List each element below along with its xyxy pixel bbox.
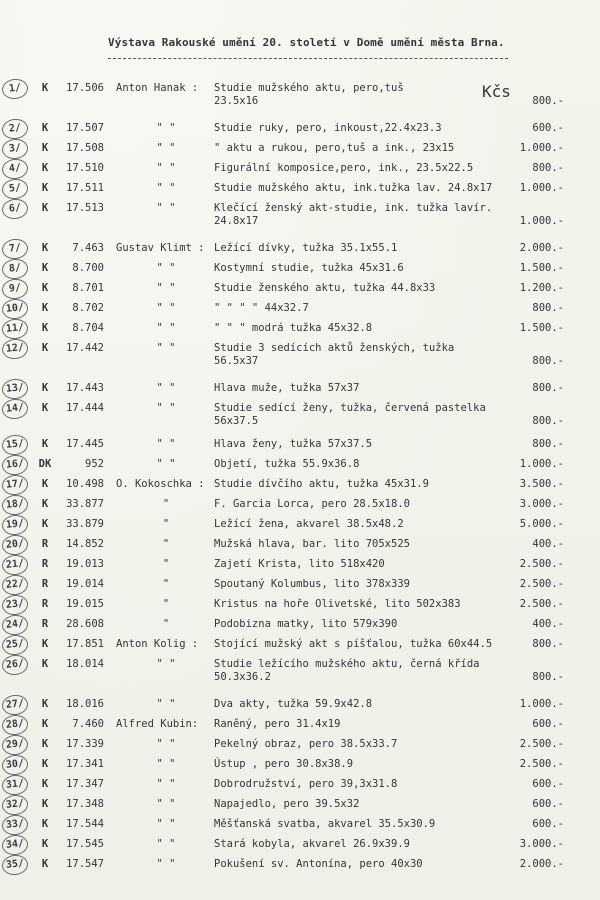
artwork-description: Kostymní studie, tužka 45x31.6 [214,262,404,274]
item-number: 11/ [1,318,29,341]
item-number: 20/ [1,534,29,557]
item-number: 26/ [1,654,29,677]
artwork-price: 800.- [532,95,564,107]
inventory-number: 17.445 [66,438,104,450]
inventory-number: 19.013 [66,558,104,570]
artist-ditto: " " [156,282,176,294]
catalog-category: K [41,402,49,414]
artist-ditto: " " [156,382,176,394]
artist-ditto: " " [156,182,176,194]
artwork-description: " aktu a rukou, pero,tuš a ink., 23x15 [214,142,455,154]
artwork-price: 5.000.- [519,518,564,530]
inventory-number: 17.507 [66,122,104,134]
item-number: 21/ [1,554,29,577]
catalog-category: K [41,162,49,174]
artwork-description: Objetí, tužka 55.9x36.8 [214,458,360,470]
artist-ditto: " " [156,458,176,470]
artwork-price: 800.- [532,415,564,427]
catalog-category: K [41,282,49,294]
artwork-description: Zajetí Krista, lito 518x420 [214,558,385,570]
item-number: 2/ [1,118,29,141]
item-number: 27/ [1,694,29,717]
artist-ditto: " " [156,778,176,790]
artwork-description: Studie ležícího mužského aktu, černá křída [214,658,480,670]
artwork-price: 600.- [532,818,564,830]
artwork-price: 2.500.- [519,598,564,610]
artwork-description: F. Garcia Lorca, pero 28.5x18.0 [214,498,410,510]
artist-ditto: " " [156,698,176,710]
catalog-category: K [41,798,49,810]
artwork-description: Dobrodružství, pero 39,3x31.8 [214,778,398,790]
catalog-category: K [41,638,49,650]
item-number: 24/ [1,614,29,637]
artwork-description: Hlava ženy, tužka 57x37.5 [214,438,373,450]
inventory-number: 17.547 [66,858,104,870]
item-number: 7/ [1,238,29,261]
artwork-description: Studie ženského aktu, tužka 44.8x33 [214,282,436,294]
inventory-number: 19.015 [66,598,104,610]
catalog-category: R [41,558,49,570]
artist-ditto: " " [156,798,176,810]
catalog-category: K [41,242,49,254]
inventory-number: 17.544 [66,818,104,830]
artwork-description: Ústup , pero 30.8x38.9 [214,758,354,770]
inventory-number: 8.702 [72,302,104,314]
artwork-price: 400.- [532,538,564,550]
artist-ditto: " [162,598,170,610]
artwork-price: 1.000.- [519,215,564,227]
catalog-category: R [41,618,49,630]
inventory-number: 17.506 [66,82,104,94]
inventory-number: 17.443 [66,382,104,394]
item-number: 9/ [1,278,29,301]
document-title: Výstava Rakouské umění 20. století v Domě umění města Brna. [108,36,505,49]
catalog-category: K [41,322,49,334]
artwork-description: Dva akty, tužka 59.9x42.8 [214,698,373,710]
currency-label: Kčs [482,82,511,101]
inventory-number: 17.339 [66,738,104,750]
inventory-number: 17.444 [66,402,104,414]
item-number: 13/ [1,378,29,401]
inventory-number: 17.511 [66,182,104,194]
artwork-price: 3.000.- [519,838,564,850]
artwork-price: 2.500.- [519,578,564,590]
catalog-category: K [41,498,49,510]
artist-ditto: " " [156,438,176,450]
inventory-number: 17.851 [66,638,104,650]
item-number: 12/ [1,338,29,361]
artwork-price: 1.000.- [519,142,564,154]
artist-ditto: " " [156,322,176,334]
artwork-description: Studie mužského aktu, pero,tuš [214,82,404,94]
catalog-category: K [41,122,49,134]
catalog-category: R [41,578,49,590]
artwork-description: Klečící ženský akt-studie, ink. tužka lavír. [214,202,493,214]
item-number: 23/ [1,594,29,617]
item-number: 18/ [1,494,29,517]
catalog-category: K [41,738,49,750]
catalog-category: K [41,302,49,314]
artist-ditto: " [162,518,170,530]
artwork-description: Podobizna matky, lito 579x390 [214,618,398,630]
catalog-category: K [41,858,49,870]
artist-ditto: " " [156,738,176,750]
artwork-price: 600.- [532,122,564,134]
catalog-category: K [41,518,49,530]
artist-name: Anton Kolig : [116,638,199,650]
artist-ditto: " " [156,342,176,354]
artwork-description: Raněný, pero 31.4x19 [214,718,341,730]
artwork-price: 600.- [532,718,564,730]
item-number: 5/ [1,178,29,201]
artwork-description: Stará kobyla, akvarel 26.9x39.9 [214,838,410,850]
artwork-description: Pekelný obraz, pero 38.5x33.7 [214,738,398,750]
artwork-price: 800.- [532,638,564,650]
catalog-category: R [41,538,49,550]
artist-ditto: " " [156,122,176,134]
inventory-number: 18.016 [66,698,104,710]
item-number: 8/ [1,258,29,281]
artist-ditto: " [162,538,170,550]
artwork-description: Kristus na hoře Olivetské, lito 502x383 [214,598,461,610]
artist-ditto: " " [156,758,176,770]
item-number: 25/ [1,634,29,657]
artist-name: Gustav Klimt : [116,242,205,254]
artwork-dimensions: 56.5x37 [214,355,259,367]
artwork-description: Pokušení sv. Antonína, pero 40x30 [214,858,423,870]
item-number: 29/ [1,734,29,757]
item-number: 31/ [1,774,29,797]
artwork-description: Figurální komposice,pero, ink., 23.5x22.5 [214,162,474,174]
catalog-category: K [41,478,49,490]
inventory-number: 7.460 [72,718,104,730]
artwork-description: Stojící mužský akt s píšťalou, tužka 60x44.5 [214,638,493,650]
inventory-number: 17.510 [66,162,104,174]
artwork-price: 800.- [532,671,564,683]
inventory-number: 8.700 [72,262,104,274]
inventory-number: 17.347 [66,778,104,790]
artwork-dimensions: 56x37.5 [214,415,259,427]
artwork-description: Spoutaný Kolumbus, lito 378x339 [214,578,410,590]
catalog-category: DK [38,458,52,470]
artwork-price: 2.000.- [519,858,564,870]
artwork-price: 1.000.- [519,698,564,710]
catalog-category: K [41,818,49,830]
item-number: 33/ [1,814,29,837]
item-number: 14/ [1,398,29,421]
artist-name: Alfred Kubin: [116,718,199,730]
artist-ditto: " " [156,838,176,850]
item-number: 16/ [1,454,29,477]
catalog-category: K [41,778,49,790]
artwork-price: 2.500.- [519,758,564,770]
inventory-number: 17.442 [66,342,104,354]
artwork-price: 3.500.- [519,478,564,490]
inventory-number: 17.508 [66,142,104,154]
artwork-price: 2.000.- [519,242,564,254]
artist-ditto: " " [156,162,176,174]
artist-ditto: " [162,578,170,590]
catalog-category: K [41,202,49,214]
artwork-description: Ležící žena, akvarel 38.5x48.2 [214,518,404,530]
artwork-price: 1.200.- [519,282,564,294]
catalog-category: K [41,262,49,274]
catalog-category: K [41,142,49,154]
artist-ditto: " [162,618,170,630]
artist-ditto: " " [156,658,176,670]
artwork-price: 1.000.- [519,458,564,470]
item-number: 35/ [1,854,29,877]
artwork-price: 800.- [532,302,564,314]
inventory-number: 7.463 [72,242,104,254]
inventory-number: 33.879 [66,518,104,530]
artwork-price: 800.- [532,355,564,367]
artist-ditto: " " [156,142,176,154]
item-number: 4/ [1,158,29,181]
artwork-price: 1.500.- [519,262,564,274]
item-number: 30/ [1,754,29,777]
artwork-price: 600.- [532,798,564,810]
item-number: 1/ [1,78,29,101]
catalog-category: K [41,838,49,850]
artist-name: O. Kokoschka : [116,478,205,490]
item-number: 17/ [1,474,29,497]
artwork-price: 2.500.- [519,558,564,570]
artwork-price: 800.- [532,382,564,394]
catalog-category: K [41,758,49,770]
artwork-price: 2.500.- [519,738,564,750]
artwork-description: Napajedlo, pero 39.5x32 [214,798,360,810]
title-underline [108,58,508,59]
inventory-number: 8.701 [72,282,104,294]
artwork-price: 1.000.- [519,182,564,194]
inventory-number: 19.014 [66,578,104,590]
catalog-category: K [41,438,49,450]
artwork-price: 1.500.- [519,322,564,334]
catalog-category: K [41,718,49,730]
artwork-description: Studie dívčího aktu, tužka 45x31.9 [214,478,429,490]
catalog-category: K [41,658,49,670]
artist-ditto: " " [156,302,176,314]
inventory-number: 28.608 [66,618,104,630]
artwork-price: 800.- [532,438,564,450]
inventory-number: 952 [85,458,104,470]
catalog-category: K [41,182,49,194]
artist-ditto: " [162,498,170,510]
artist-ditto: " " [156,262,176,274]
artwork-price: 800.- [532,162,564,174]
artwork-description: Ležící dívky, tužka 35.1x55.1 [214,242,398,254]
inventory-number: 17.513 [66,202,104,214]
inventory-number: 33.877 [66,498,104,510]
inventory-number: 18.014 [66,658,104,670]
artwork-description: Měšťanská svatba, akvarel 35.5x30.9 [214,818,436,830]
artist-ditto: " " [156,202,176,214]
item-number: 3/ [1,138,29,161]
artist-ditto: " " [156,818,176,830]
artwork-dimensions: 23.5x16 [214,95,259,107]
artwork-description: " " " modrá tužka 45x32.8 [214,322,373,334]
artwork-price: 400.- [532,618,564,630]
artwork-description: Studie sedící ženy, tužka, červená pastelka [214,402,486,414]
artwork-description: Studie mužského aktu, ink.tužka lav. 24.8x17 [214,182,493,194]
item-number: 28/ [1,714,29,737]
item-number: 22/ [1,574,29,597]
artwork-price: 3.000.- [519,498,564,510]
artwork-description: " " " " 44x32.7 [214,302,309,314]
catalog-category: R [41,598,49,610]
catalog-category: K [41,382,49,394]
inventory-number: 8.704 [72,322,104,334]
catalog-category: K [41,342,49,354]
artwork-dimensions: 50.3x36.2 [214,671,271,683]
catalog-category: K [41,82,49,94]
artwork-description: Hlava muže, tužka 57x37 [214,382,360,394]
item-number: 32/ [1,794,29,817]
artist-ditto: " " [156,402,176,414]
inventory-number: 14.852 [66,538,104,550]
catalog-category: K [41,698,49,710]
inventory-number: 17.341 [66,758,104,770]
artwork-description: Mužská hlava, bar. lito 705x525 [214,538,410,550]
item-number: 6/ [1,198,29,221]
item-number: 34/ [1,834,29,857]
inventory-number: 10.498 [66,478,104,490]
inventory-number: 17.545 [66,838,104,850]
item-number: 10/ [1,298,29,321]
artist-name: Anton Hanak : [116,82,199,94]
item-number: 19/ [1,514,29,537]
artist-ditto: " [162,558,170,570]
artwork-dimensions: 24.8x17 [214,215,259,227]
artwork-description: Studie 3 sedících aktů ženských, tužka [214,342,455,354]
artwork-description: Studie ruky, pero, inkoust,22.4x23.3 [214,122,442,134]
inventory-number: 17.348 [66,798,104,810]
item-number: 15/ [1,434,29,457]
artwork-price: 600.- [532,778,564,790]
artist-ditto: " " [156,858,176,870]
